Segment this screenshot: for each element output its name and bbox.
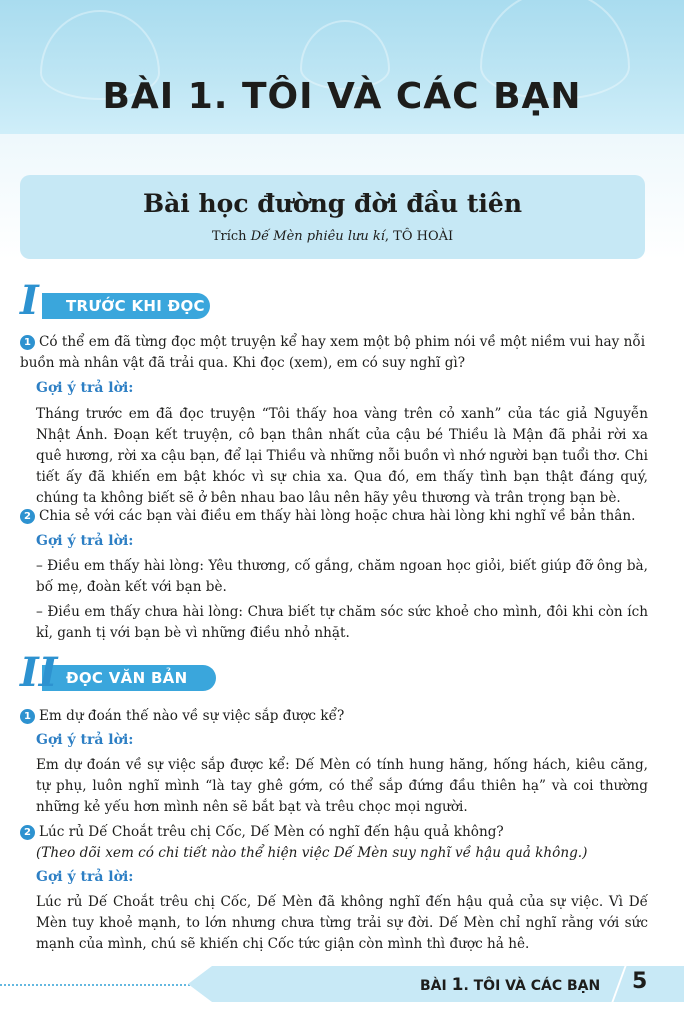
question-block [20,332,648,509]
answer-text: Tháng trước em đã đọc truyện “Tôi thấy hoa vàng trên cỏ xanh” của tác giả Nguyễn Nhật Ánh. Đoạn kết truyện, cô bạn thân nhất của cậu bé Thiều là Mận đã phải rời xa quê hương, rời xa cậu bạn, để lại Thiều và những nỗi buồn vì nhớ người bạn tuổi thơ. Chi tiết ấy đã khiến em bật khóc vì sự chia xa. Qua đó, em thấy tình bạn thật đáng quý, chúng ta không biết sẽ ở bên nhau bao lâu nên hãy yêu thương và trân trọng bạn bè. [36,406,648,506]
lesson-title: BÀI 1. TÔI VÀ CÁC BẠN [102,76,582,117]
question-number: 2 [20,509,35,524]
question-number: 1 [20,709,35,724]
question-subtext: (Theo dõi xem có chi tiết nào thể hiện việc Dế Mèn suy nghĩ về hậu quả không.) [36,845,588,861]
question-block [20,506,648,644]
answer-hint-label: Gợi ý trả lời: [36,380,134,396]
question-block [20,706,648,818]
question-text: Lúc rủ Dế Choắt trêu chị Cốc, Dế Mèn có nghĩ đến hậu quả không? [39,824,504,840]
footer-lesson-number: 1 [451,975,464,995]
answer-text: – Điều em thấy hài lòng: Yêu thương, cố gắng, chăm ngoan học giỏi, biết giúp đỡ ông bà, bố mẹ, đoàn kết với bạn bè. [36,558,648,595]
section-roman-numeral: I [20,277,39,324]
answer-text: Lúc rủ Dế Choắt trêu chị Cốc, Dế Mèn đã không nghĩ đến hậu quả của sự việc. Vì Dế Mèn tuy khoẻ mạnh, to lớn nhưng chưa từng trải sự đời. Dế Mèn chỉ nghĩ rằng với sức mạnh của mình, chú sẽ khiến chị Cốc tức giận còn mình thì được hả hê. [36,894,648,952]
question-text: Chia sẻ với các bạn vài điều em thấy hài lòng hoặc chưa hài lòng khi nghĩ về bản thân. [39,508,636,524]
answer-hint-label: Gợi ý trả lời: [36,869,134,885]
source-work: Dế Mèn phiêu lưu kí [250,229,385,244]
page-number: 5 [632,969,648,994]
question [20,822,648,843]
reading-title-card [20,175,645,259]
section-label: TRƯỚC KHI ĐỌC [66,297,205,315]
answer-hint-label: Gợi ý trả lời: [36,732,134,748]
answer-hint-label: Gợi ý trả lời: [36,533,134,549]
reading-source [20,229,645,244]
question [20,706,648,727]
question-number: 2 [20,825,35,840]
source-prefix: Trích [211,229,251,244]
reading-title: Bài học đường đời đầu tiên [142,189,523,218]
source-author: , TÔ HOÀI [384,229,454,244]
section-roman-numeral: II [20,649,58,696]
question-text: Có thể em đã từng đọc một truyện kể hay xem một bộ phim nói về một niềm vui hay nỗi buồn mà nhân vật đã trải qua. Khi đọc (xem), em có suy nghĩ gì? [20,334,646,371]
footer-dotted-line [0,984,210,986]
footer-lesson-label [420,975,600,995]
question-number: 1 [20,335,35,350]
footer-lesson-suffix: . TÔI VÀ CÁC BẠN [463,978,601,994]
section-label: ĐỌC VĂN BẢN [66,669,188,687]
answer-text: – Điều em thấy chưa hài lòng: Chưa biết tự chăm sóc sức khoẻ cho mình, đôi khi còn ích kỉ, ganh tị với bạn bè vì những điều nhỏ nhặt. [36,604,648,641]
question [20,332,648,374]
answer-text: Em dự đoán về sự việc sắp được kể: Dế Mèn có tính hung hăng, hống hách, kiêu căng, tự phụ, luôn nghĩ mình “là tay ghê gớm, có thể sắp đứng đầu thiên hạ” và coi thường những kẻ yếu hơn mình nên sẽ bắt bạt và trêu chọc mọi người. [36,757,648,815]
question [20,506,648,527]
question-block [20,822,648,955]
footer-lesson-prefix: BÀI [420,978,452,994]
question-text: Em dự đoán thế nào về sự việc sắp được kể? [39,708,345,724]
